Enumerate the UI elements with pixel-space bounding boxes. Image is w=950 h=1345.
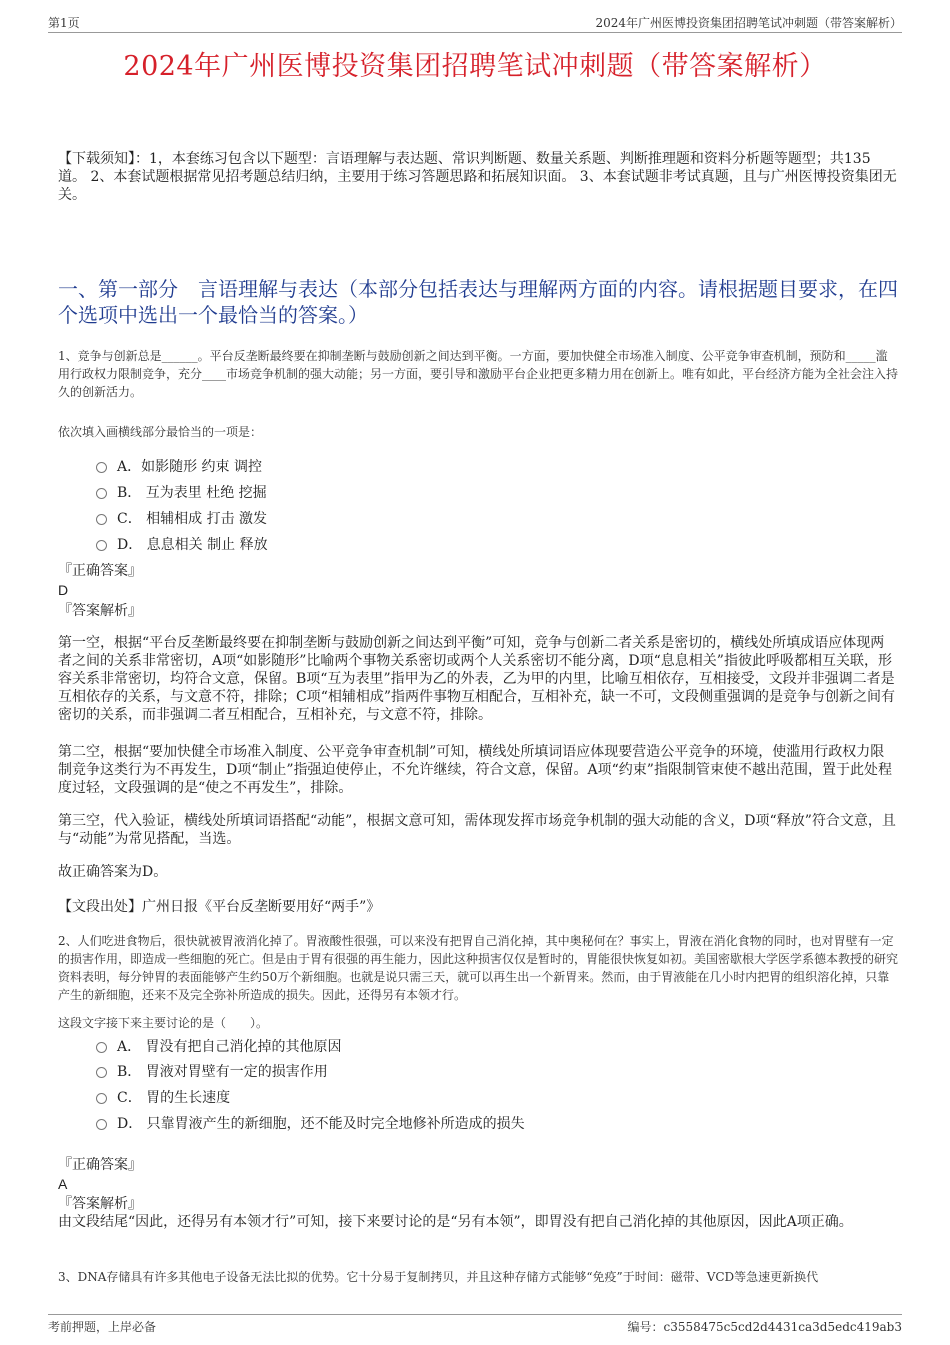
q2-stem: 2、人们吃进食物后，很快就被胃液消化掉了。胃液酸性很强，可以来没有把胃自己消化掉，其中奥秘何在？事实上，胃液在消化食物的同时，也对胃壁有一定的损害作用，即造成一些细胞的死亡。但是由于胃有很强的再生能力，因此这种损害仅仅是暂时的，胃能很快恢复如初。美国密歇根大学医学系德本教授的研究资料表明，每分钟胃的表面能够产生约50万个新细胞。也就是说只需三天，就可以再生出一个新胃来。然而，由于胃液能在几小时内把胃的组织溶化掉，只靠产生的新细胞，还来不及完全弥补所造成的损失。因此，还得另有本领才行。 <box>58 934 899 1002</box>
q1-option-b[interactable]: B． 互为表里 杜绝 挖掘 <box>96 482 267 502</box>
footer-doc-id: 编号：c3558475c5cd2d4431ca3d5edc419ab3 <box>627 1320 902 1334</box>
q1-prompt: 依次填入画横线部分最恰当的一项是： <box>58 425 263 439</box>
q1-source: 【文段出处】广州日报《平台反垄断要用好“两手”》 <box>58 899 381 915</box>
q1-analysis-conclusion: 故正确答案为D。 <box>58 864 168 880</box>
q2-option-d[interactable]: D． 只靠胃液产生的新细胞，还不能及时完全地修补所造成的损失 <box>96 1113 525 1133</box>
download-notice: 【下载须知】：1，本套练习包含以下题型：言语理解与表达题、常识判断题、数量关系题、判断推理题和资料分析题等题型；共135道。 2、本套试题根据常见招考题总结归纳，主要用于练习答题思路和拓展知识面。 3、本套试题非考试真题，且与广州医博投资集团无关。 <box>58 151 897 203</box>
radio-icon[interactable] <box>96 488 107 499</box>
q2-option-c[interactable]: C． 胃的生长速度 <box>96 1087 230 1107</box>
q1-option-a[interactable]: A．如影随形 约束 调控 <box>96 456 262 476</box>
header-doc-title: 2024年广州医博投资集团招聘笔试冲刺题（带答案解析） <box>595 16 902 30</box>
q1-analysis-label: 『答案解析』 <box>58 603 142 619</box>
q1-analysis-para-2: 第二空，根据“要加快健全市场准入制度、公平竞争审查机制”可知，横线处所填词语应体现要营造公平竞争的环境，使滥用行政权力限制竞争这类行为不再发生，D项“制止”指强迫使停止，不允许继续，符合文意，保留。A项“约束”指限制管束使不越出范围，置于此处程度过轻，文段强调的是“使之不再发生”，排除。 <box>58 744 892 796</box>
radio-icon[interactable] <box>96 1093 107 1104</box>
q2-option-b[interactable]: B． 胃液对胃壁有一定的损害作用 <box>96 1061 328 1081</box>
radio-icon[interactable] <box>96 1042 107 1053</box>
page-header <box>48 14 902 33</box>
q3-stem: 3、DNA存储具有许多其他电子设备无法比拟的优势。它十分易于复制拷贝，并且这种存储方式能够“免疫”于时间：磁带、VCD等急速更新换代 <box>58 1270 819 1284</box>
q2-analysis: 由文段结尾“因此，还得另有本领才行”可知，接下来要讨论的是“另有本领”，即胃没有把自己消化掉的其他原因，因此A项正确。 <box>58 1214 853 1230</box>
q2-answer-label: 『正确答案』 <box>58 1157 142 1173</box>
page-footer <box>48 1314 902 1335</box>
q1-answer-label: 『正确答案』 <box>58 563 142 579</box>
footer-slogan: 考前押题，上岸必备 <box>48 1320 157 1334</box>
q1-option-d[interactable]: D． 息息相关 制止 释放 <box>96 534 268 554</box>
radio-icon[interactable] <box>96 540 107 551</box>
section-title: 一、第一部分 言语理解与表达（本部分包括表达与理解两方面的内容。请根据题目要求，在四个选项中选出一个最恰当的答案。） <box>58 277 898 327</box>
q1-analysis-para-1: 第一空，根据“平台反垄断最终要在抑制垄断与鼓励创新之间达到平衡”可知，竞争与创新二者关系是密切的，横线处所填成语应体现两者之间的关系非常密切，A项“如影随形”比喻两个事物关系密切或两个人关系密切不能分离，D项“息息相关”指彼此呼吸都相互关联，形容关系非常密切，均符合文意，保留。B项“互为表里”指甲为乙的外表，乙为甲的内里，比喻互相依存，互相接受，文段并非强调二者是互相依存的关系，与文意不符，排除；C项“相辅相成”指两件事物互相配合，互相补充，缺一不可，文段侧重强调的是竞争与创新之间有密切的关系，而非强调二者互相配合，互相补充，与文意不符，排除。 <box>58 635 896 723</box>
radio-icon[interactable] <box>96 514 107 525</box>
q1-answer: D <box>58 582 69 598</box>
q2-prompt: 这段文字接下来主要讨论的是（ ）。 <box>58 1016 269 1030</box>
radio-icon[interactable] <box>96 1119 107 1130</box>
q1-option-c[interactable]: C． 相辅相成 打击 激发 <box>96 508 267 528</box>
page-title: 2024年广州医博投资集团招聘笔试冲刺题（带答案解析） <box>123 51 827 82</box>
q2-answer: A <box>58 1176 68 1192</box>
q2-option-a[interactable]: A． 胃没有把自己消化掉的其他原因 <box>96 1036 342 1056</box>
radio-icon[interactable] <box>96 462 107 473</box>
q1-analysis-para-3: 第三空，代入验证，横线处所填词语搭配“动能”，根据文意可知，需体现发挥市场竞争机制的强大动能的含义，D项“释放”符合文意，且与“动能”为常见搭配，当选。 <box>58 813 896 847</box>
q1-stem: 1、竞争与创新总是______。平台反垄断最终要在抑制垄断与鼓励创新之间达到平衡。一方面，要加快健全市场准入制度、公平竞争审查机制，预防和_____滥用行政权力限制竞争，充分____市场竞争机制的强大动能；另一方面，要引导和激励平台企业把更多精力用在创新上。唯有如此，平台经济方能为全社会注入持久的创新活力。 <box>58 349 899 399</box>
q2-analysis-label: 『答案解析』 <box>58 1196 142 1212</box>
page-number: 第1页 <box>48 16 80 30</box>
radio-icon[interactable] <box>96 1067 107 1078</box>
